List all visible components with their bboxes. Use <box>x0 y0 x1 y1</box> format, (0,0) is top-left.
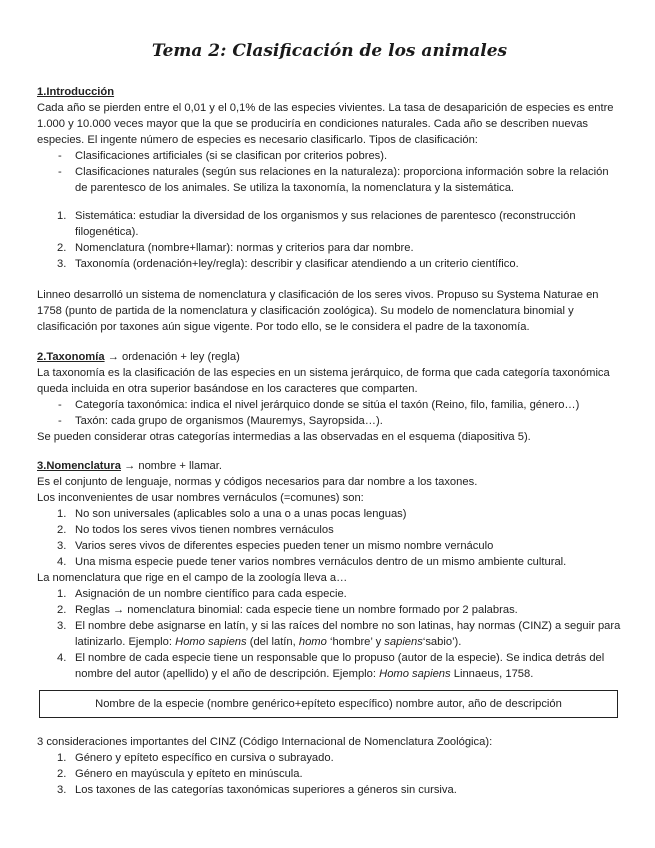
list-item: 4. El nombre de cada especie tiene un responsable que lo propuso (autor de la especie). Se indica detrás del nombre del autor (apellido) y el año de descripción. Ejemplo: Homo sapiens Linnaeus, 1758. <box>57 652 605 680</box>
numbered-list <box>37 586 622 682</box>
section-heading: 2.Taxonomía <box>37 351 105 363</box>
list-item: 3. Varios seres vivos de diferentes especies pueden tener un mismo nombre vernáculo <box>57 540 494 552</box>
page-title: Tema 2: Clasificación de los animales <box>151 41 508 61</box>
paragraph: La taxonomía es la clasificación de las especies en un sistema jerárquico, de forma que cada categoría taxonómica queda incluida en otra superior basándose en los caracteres que comparten. <box>37 367 610 395</box>
list-item: 2. Género en mayúscula y epíteto en minúscula. <box>57 768 303 780</box>
numbered-list-1 <box>37 208 622 272</box>
species-name-box: Nombre de la especie (nombre genérico+epíteto específico) nombre autor, año de descripción <box>39 690 618 718</box>
list-item: - Clasificaciones artificiales (si se clasifican por criterios pobres). <box>58 150 388 162</box>
paragraph-linneo: Linneo desarrolló un sistema de nomenclatura y clasificación de los seres vivos. Propuso su Systema Naturae en 1758 (punto de partida de la nomenclatura y clasificación zoológica). Su modelo de nomenclatura binomial y clasificación por taxones aún sigue vigente. Por todo ello, se le considera el padre de la taxonomía. <box>37 289 599 333</box>
bullet-list <box>37 397 622 429</box>
paragraph: Se pueden considerar otras categorías intermedias a las observadas en el esquema (diapositiva 5). <box>37 431 531 443</box>
list-item: - Categoría taxonómica: indica el nivel jerárquico donde se sitúa el taxón (Reino, filo, familia, género…) <box>58 399 580 411</box>
section-taxonomia: 2.Taxonomía → ordenación + ley (regla) La taxonomía es la clasificación de las especies en un sistema jerárquico, de forma que cada categoría taxonómica queda incluida en otra superior basándose en los caracteres que comparten. - Categoría taxonómica: indica el nivel jerárquico donde se sitúa el taxón (Reino, filo, familia, género…) - Taxón: cada grupo de organismos (Mauremys, Sayropsida…). Se pueden considerar otras categorías intermedias a las observadas en el esquema (diapositiva 5). <box>37 349 622 445</box>
list-item: 3. Los taxones de las categorías taxonómicas superiores a géneros sin cursiva. <box>57 784 457 796</box>
list-item: 1. No son universales (aplicables solo a una o a unas pocas lenguas) <box>57 508 407 520</box>
section-heading: 3.Nomenclatura <box>37 460 121 472</box>
list-item: 1. Sistemática: estudiar la diversidad de los organismos y sus relaciones de parentesco (reconstrucción filogenética). <box>57 210 576 238</box>
paragraph: 3 consideraciones importantes del CINZ (Código Internacional de Nomenclatura Zoológica): <box>37 736 493 748</box>
section-introduccion <box>37 84 622 196</box>
list-item: - Clasificaciones naturales (según sus relaciones en la naturaleza): proporciona información sobre la relación de parentesco de los animales. Se utiliza la taxonomía, la nomenclatura y la sistemática. <box>58 166 609 194</box>
list-item: 4. Una misma especie puede tener varios nombres vernáculos dentro de un mismo ambiente cultural. <box>57 556 567 568</box>
paragraph: Los inconvenientes de usar nombres vernáculos (=comunes) son: <box>37 492 364 504</box>
section-heading: 1.Introducción <box>37 86 115 98</box>
list-item: 3. El nombre debe asignarse en latín, y si las raíces del nombre no son latinas, hay normas (CINZ) a seguir para latinizarlo. Ejemplo: Homo sapiens (del latín, homo ‘hombre’ y sapiens‘sabio’). <box>57 620 621 648</box>
paragraph: Cada año se pierden entre el 0,01 y el 0,1% de las especies vivientes. La tasa de desaparición de especies es entre 1.000 y 10.000 veces mayor que la que se produciría en condiciones naturales. Cada año se describen nuevas especies. El ingente número de especies es necesario clasificarlo. Tipos de clasificación: <box>37 102 614 146</box>
list-item: 2. Reglas → nomenclatura binomial: cada especie tiene un nombre formado por 2 palabras. <box>57 604 518 616</box>
numbered-list <box>37 506 622 570</box>
paragraph: Es el conjunto de lenguaje, normas y códigos necesarios para dar nombre a los taxones. <box>37 476 478 488</box>
list-item: 1. Asignación de un nombre científico para cada especie. <box>57 588 347 600</box>
list-item: 2. Nomenclatura (nombre+llamar): normas y criterios para dar nombre. <box>57 242 414 254</box>
section-cinz <box>37 734 622 798</box>
list-item: 3. Taxonomía (ordenación+ley/regla): describir y clasificar atendiendo a un criterio científico. <box>57 258 519 270</box>
list-item: 2. No todos los seres vivos tienen nombres vernáculos <box>57 524 334 536</box>
list-item: - Taxón: cada grupo de organismos (Mauremys, Sayropsida…). <box>58 415 383 427</box>
bullet-list <box>37 148 622 196</box>
section-nomenclatura: 3.Nomenclatura → nombre + llamar. Es el conjunto de lenguaje, normas y códigos necesarios para dar nombre a los taxones. Los inconvenientes de usar nombres vernáculos (=comunes) son: 1. No son universales (aplicables solo a una o a unas pocas lenguas) 2. No todos los seres vivos tienen nombres vernáculos 3. Varios seres vivos de diferentes especies pueden tener un mismo nombre vernáculo 4. Una misma especie puede tener varios nombres vernáculos dentro de un mismo ambiente cultural. La nomenclatura que rige en el campo de la zoología lleva a… 1. Asignación de un nombre científico para cada especie. 2. Reglas → nomenclatura binomial: cada especie tiene un nombre formado por 2 palabras. 3. El nombre debe asignarse en latín, y si las raíces del nombre no son latinas, hay normas (CINZ) a seguir para latinizarlo. Ejemplo: Homo sapiens (del latín, homo ‘hombre’ y sapiens‘sabio’). 4. El nombre de cada especie tiene un responsable que lo propuso (autor de la especie). Se indica detrás del nombre del autor (apellido) y el año de descripción. Ejemplo: Homo sapiens Linnaeus, 1758. <box>37 460 621 680</box>
list-item: 1. Género y epíteto específico en cursiva o subrayado. <box>57 752 334 764</box>
paragraph: La nomenclatura que rige en el campo de la zoología lleva a… <box>37 572 348 584</box>
numbered-list <box>37 750 622 798</box>
